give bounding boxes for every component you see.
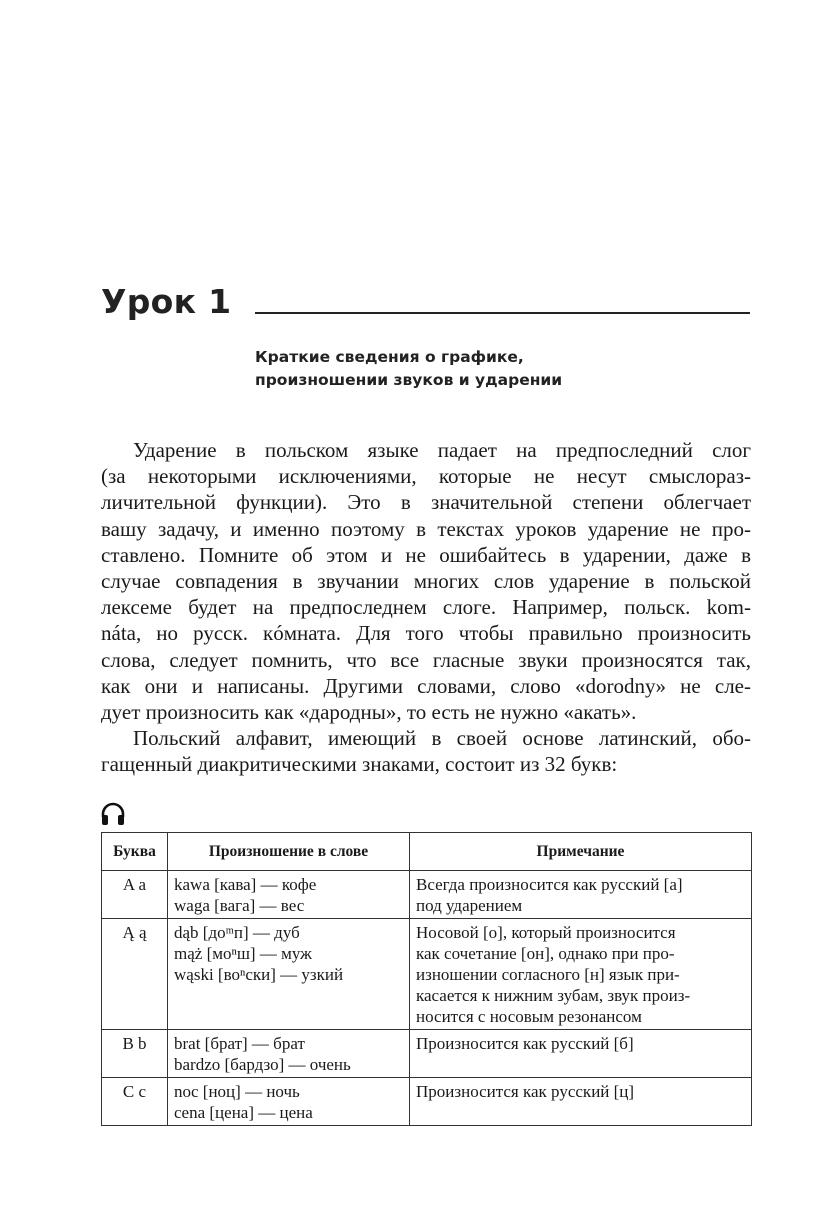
note-line: изношении согласного [н] язык при- [416, 965, 680, 984]
table-row [102, 871, 752, 919]
paragraph-line: вашу задачу, и именно поэтому в текстах уроков ударение не про- [101, 516, 751, 541]
pronunciation-cell [168, 871, 410, 919]
paragraph-line: гащенный диакритическими знаками, состоит из 32 букв: [101, 752, 618, 777]
lesson-title: Урок 1 [101, 282, 232, 321]
note-line: под ударением [416, 896, 523, 915]
headphones-icon[interactable] [100, 802, 126, 826]
column-header-letter: Буква [102, 833, 168, 871]
example-word: noc [ноц] — ночь [174, 1082, 300, 1101]
table-header-row [102, 833, 752, 871]
alphabet-table [101, 832, 752, 1126]
paragraph-line: ставлено. Помните об этом и не ошибайтесь в ударении, даже в [101, 542, 751, 567]
example-word: dąb [доᵐп] — дуб [174, 923, 300, 942]
example-word: brat [брат] — брат [174, 1034, 305, 1053]
note-line: носится с носовым резонансом [416, 1007, 642, 1026]
pronunciation-cell [168, 1078, 410, 1126]
pronunciation-cell [168, 919, 410, 1030]
paragraph-line: (за некоторыми исключениями, которые не несут смыслораз- [101, 464, 751, 489]
table-row [102, 919, 752, 1030]
lesson-header [101, 282, 751, 322]
paragraph-line: случае совпадения в звучании многих слов ударение в польской [101, 568, 751, 593]
note-cell [410, 871, 752, 919]
table-row [102, 1030, 752, 1078]
letter-text: C c [122, 1082, 147, 1101]
paragraph-line: Польский алфавит, имеющий в своей основе латинский, обо- [133, 726, 751, 751]
example-word: cena [цена] — цена [174, 1103, 313, 1122]
paragraph-line: лексеме будет на предпоследнем слоге. Например, польск. kom- [101, 595, 751, 620]
paragraph-line: Ударение в польском языке падает на предпоследний слог [133, 438, 751, 462]
note-cell [410, 1030, 752, 1078]
paragraph-line: слова, следует помнить, что все гласные звуки произносятся так, [101, 647, 751, 672]
example-word: kawa [кава] — кофе [174, 875, 317, 894]
subtitle-line: произношении звуков и ударении [255, 371, 563, 389]
body-text [101, 437, 751, 777]
note-line: Всегда произносится как русский [а] [416, 875, 683, 894]
example-word: bardzo [бардзо] — очень [174, 1055, 351, 1074]
note-line: касается к нижним зубам, звук произ- [416, 986, 691, 1005]
paragraph-line: как они и написаны. Другими словами, слово «dorodny» не сле- [101, 673, 751, 698]
letter-text: A a [122, 875, 147, 894]
example-word: waga [вага] — вес [174, 896, 305, 915]
letter-cell [102, 1030, 168, 1078]
pronunciation-cell [168, 1030, 410, 1078]
example-word: wąski [воⁿски] — узкий [174, 965, 344, 984]
paragraph-line: náta, но русск. кóмната. Для того чтобы правильно произносить [101, 621, 751, 646]
note-line: Произносится как русский [б] [416, 1034, 634, 1053]
note-cell [410, 1078, 752, 1126]
letter-cell [102, 919, 168, 1030]
paragraph-line: личительной функции). Это в значительной степени облегчает [101, 490, 751, 515]
paragraph-line: дует произносить как «дародны», то есть не нужно «акать». [101, 699, 637, 724]
title-rule [255, 312, 750, 314]
letter-cell [102, 871, 168, 919]
note-line: Произносится как русский [ц] [416, 1082, 635, 1101]
letter-cell [102, 1078, 168, 1126]
letter-text: B b [122, 1034, 147, 1053]
column-header-pronunciation: Произношение в слове [168, 833, 410, 871]
example-word: mąż [моⁿш] — муж [174, 944, 312, 963]
table-row [102, 1078, 752, 1126]
subtitle-line: Краткие сведения о графике, [255, 348, 524, 366]
note-line: Носовой [о], который произносится [416, 923, 676, 942]
note-cell [410, 919, 752, 1030]
note-line: как сочетание [он], однако при про- [416, 944, 675, 963]
column-header-note: Примечание [410, 833, 752, 871]
letter-text: Ą ą [122, 923, 147, 942]
lesson-subtitle [255, 346, 655, 392]
